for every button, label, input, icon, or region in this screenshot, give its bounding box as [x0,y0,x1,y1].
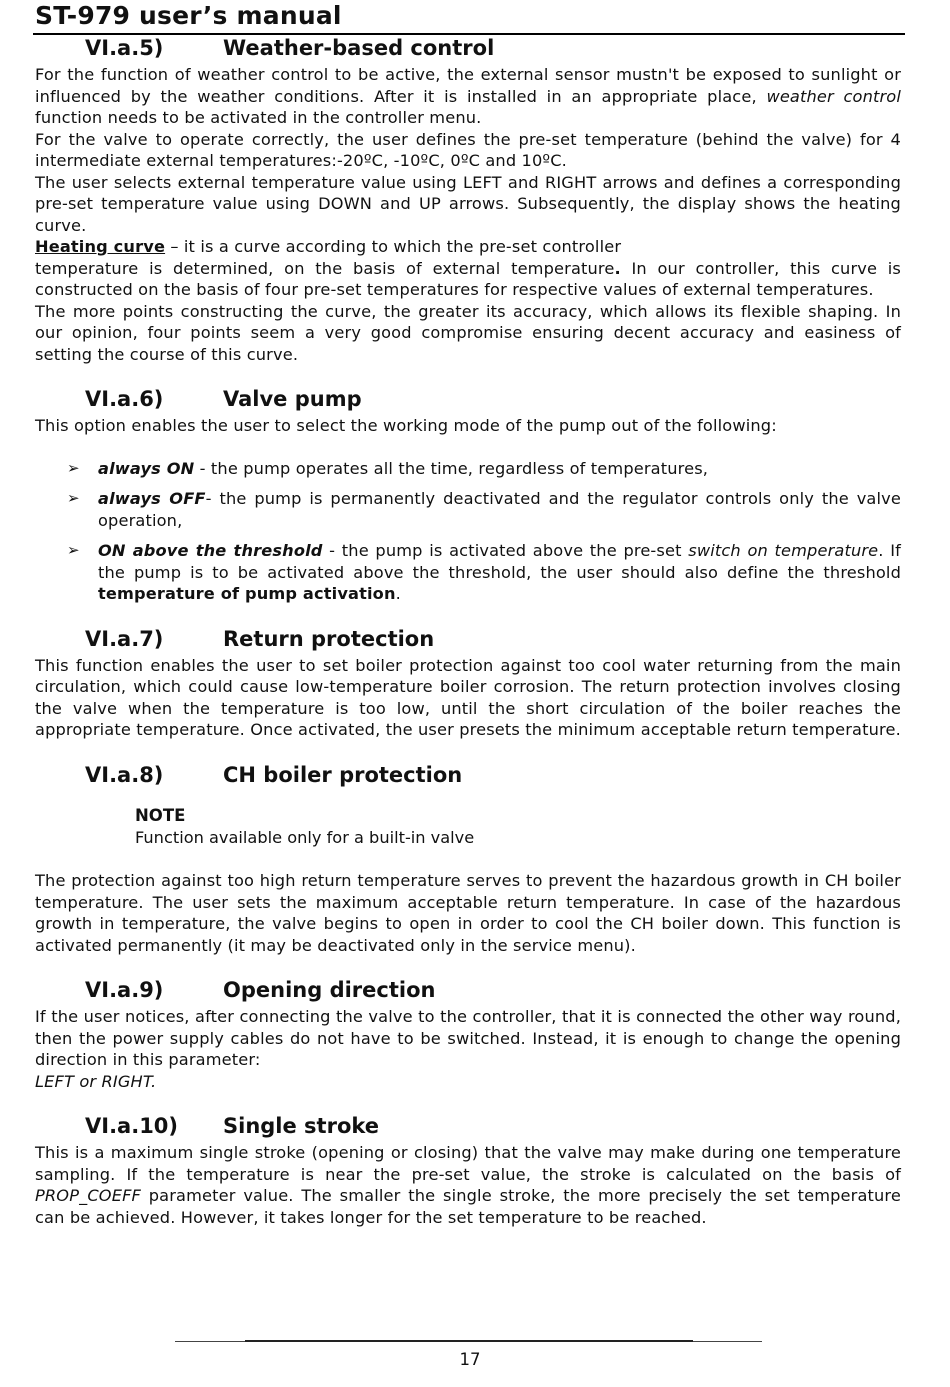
section-heading-valve-pump [35,387,901,415]
section-title: Valve pump [223,387,362,411]
section-number: VI.a.6) [85,387,164,411]
section-heading-opening-direction [35,978,901,1006]
emphasis: weather control [766,86,902,106]
paragraph: The protection against too high return temperature serves to prevent the hazardous growth in CH boiler temperature. The user sets the maximum acceptable return temperature. In case of the hazardous growth in temperature, the valve begins to open in order to cool the CH boiler down. This function is activated permanently (it may be deactivated only in the service menu). [35,871,901,955]
list-item: ➢ ON above the threshold - the pump is activated above the pre-set switch on temperature. If the pump is to be activated above the threshold, the user should also define the threshold temperature of pump activation. [67,541,901,603]
paragraph: For the function of weather control to be active, the external sensor mustn't be exposed to sunlight or influenced by the weather conditions. After it is installed in an appropriate place, weather control function needs to be activated in the controller menu. [35,65,902,127]
note-box [35,805,901,849]
section-heading-return-protection [35,627,901,655]
arrow-bullet-icon: ➢ [67,458,80,477]
emphasis: PROP_COEFF [35,1186,141,1205]
paragraph: This function enables the user to set boiler protection against too cool water returning from the main circulation, which could cause low-temperature boiler corrosion. The return protection involves closing the valve when the temperature is too low, until the short circulation of the boiler reaches the appropriate temperature. Once activated, the user presets the minimum acceptable return temperature. [35,655,901,739]
page-number: 17 [459,1350,481,1369]
section-heading-weather-control [35,36,901,64]
paragraph: If the user notices, after connecting the valve to the controller, that it is connected the other way round, then the power supply cables do not have to be switched. Instead, it is enough to change the opening direction in this parameter: [35,1007,901,1069]
list-item: ➢ always ON - the pump operates all the time, regardless of temperatures, [67,458,709,478]
section-number: VI.a.7) [85,626,164,651]
section-title: CH boiler protection [223,762,463,787]
note-text: Function available only for a built-in valve [135,827,475,847]
section-title: Return protection [223,626,435,651]
arrow-bullet-icon: ➢ [67,489,80,507]
page-content [35,36,901,1228]
page-header [33,0,905,35]
pump-mode-list [35,458,901,605]
note-heading: NOTE [135,805,186,825]
section-heading-ch-boiler-protection [35,763,901,791]
footer-divider-bold [245,1340,693,1342]
list-item: ➢ always OFF- the pump is permanently deactivated and the regulator controls only the valve operation, [67,489,901,530]
section-heading-single-stroke [35,1114,901,1142]
section-number: VI.a.9) [85,978,164,1002]
paragraph: temperature is determined, on the basis of external temperature. In our controller, this curve is constructed on the basis of four pre-set temperatures for respective values of external temperatures. [35,258,901,299]
section-number: VI.a.8) [85,762,164,787]
paragraph: This is a maximum single stroke (opening or closing) that the valve may make during one temperature sampling. If the temperature is near the pre-set value, the stroke is calculated on the basis of PROP_COEFF parameter value. The smaller the single stroke, the more precisely the set temperature can be achieved. However, it takes longer for the set temperature to be reached. [35,1143,901,1227]
paragraph [35,1071,901,1093]
section-number: VI.a.10) [85,1114,179,1138]
paragraph: The more points constructing the curve, the greater its accuracy, which allows its flexible shaping. In our opinion, four points seem a very good compromise ensuring decent accuracy and easiness of setting the course of this curve. [35,301,901,364]
emphasis: LEFT or RIGHT. [35,1071,157,1091]
paragraph: The user selects external temperature value using LEFT and RIGHT arrows and defines a corresponding pre-set temperature value using DOWN and UP arrows. Subsequently, the display shows the heating curve. [35,172,901,235]
paragraph: For the valve to operate correctly, the user defines the pre-set temperature (behind the valve) for 4 intermediate external temperatures:-20ºC, -10ºC, 0ºC and 10ºC. [35,129,901,170]
section-title: Single stroke [223,1114,380,1138]
section-title: Weather-based control [223,36,495,60]
paragraph: Heating curve – it is a curve according to which the pre-set controller [35,237,622,256]
section-number: VI.a.5) [85,36,164,60]
manual-title: ST-979 user’s manual [35,1,342,30]
arrow-bullet-icon: ➢ [67,541,80,559]
defined-term: Heating curve [35,237,166,256]
section-title: Opening direction [223,978,436,1002]
paragraph: This option enables the user to select the working mode of the pump out of the following: [35,416,777,435]
